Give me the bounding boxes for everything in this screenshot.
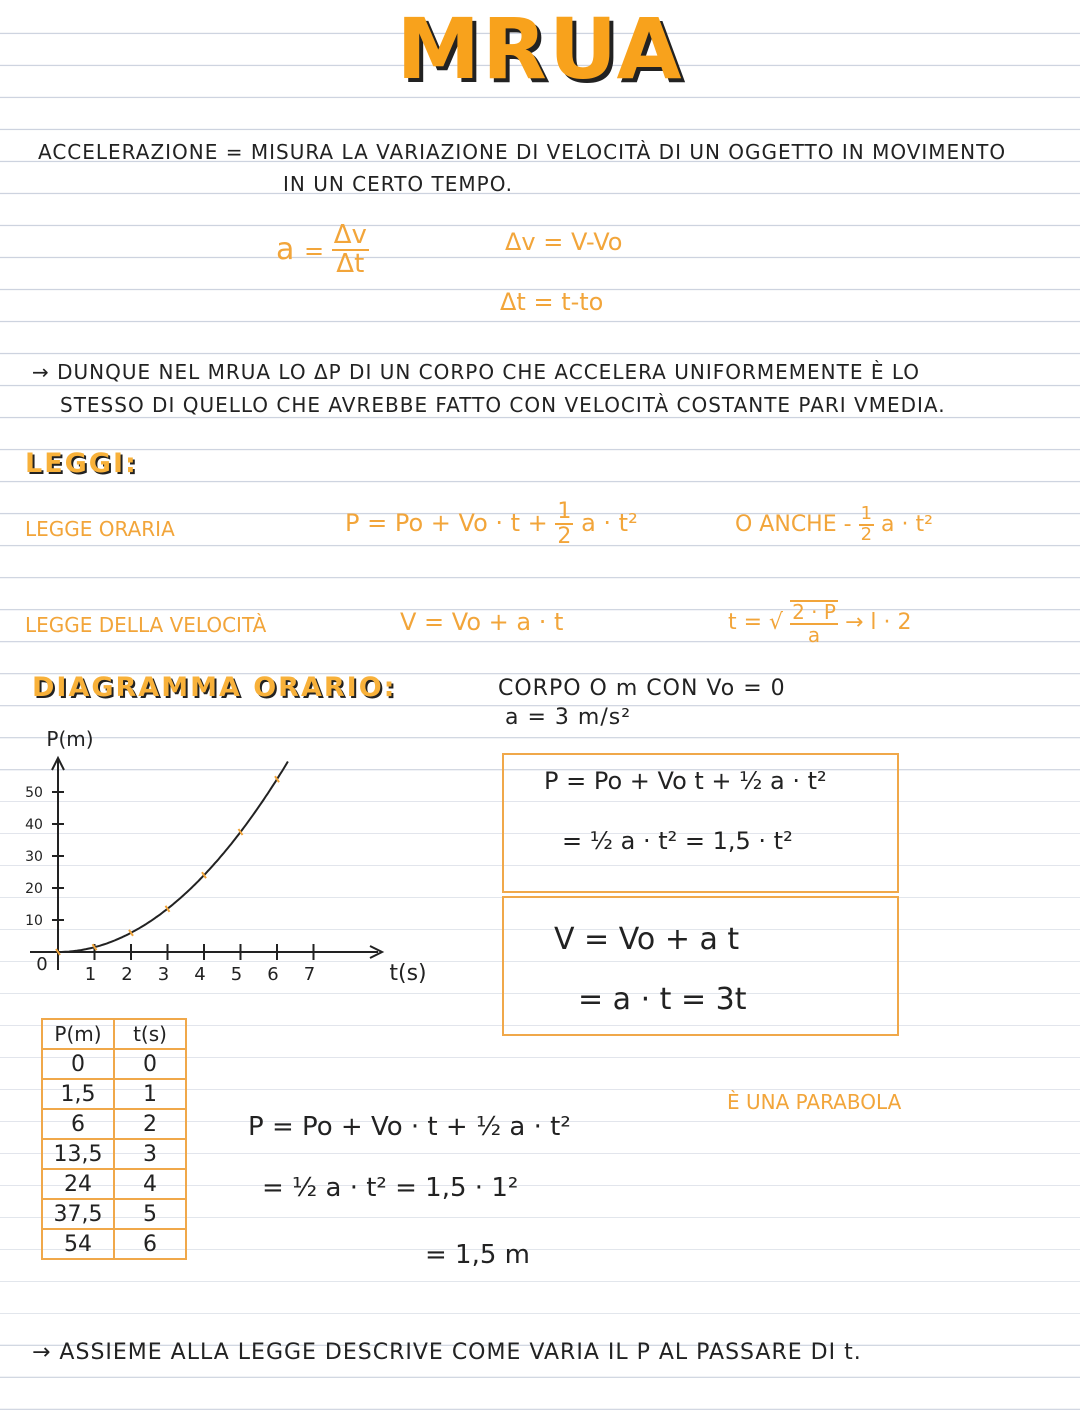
page-title: MRUA <box>396 0 684 98</box>
law-hourly-formula-part-a: P = Po + Vo · t + <box>345 509 548 538</box>
law-velocity-label: LEGGE DELLA VELOCITÀ <box>25 613 267 637</box>
y-tick-label: 50 <box>25 785 43 801</box>
calc-line-2: = ½ a · t² = 1,5 · 1² <box>262 1173 519 1203</box>
x-tick-label: 7 <box>303 964 316 985</box>
body-description-line-2: a = 3 m/s² <box>505 705 632 730</box>
table-header-position: P(m) <box>42 1019 114 1049</box>
table-cell-position: 13,5 <box>42 1139 114 1169</box>
table-row <box>42 1199 186 1229</box>
x-tick-label: 1 <box>84 964 97 985</box>
acceleration-denominator: Δt <box>336 249 365 280</box>
alt-prefix: O ANCHE - <box>735 511 852 537</box>
table-header-row <box>42 1019 186 1049</box>
y-tick-label: 10 <box>25 913 43 929</box>
diagram-heading: DIAGRAMMA ORARIO: <box>32 672 397 703</box>
table-cell-position: 1,5 <box>42 1079 114 1109</box>
table-row <box>42 1079 186 1109</box>
y-axis-label: P(m) <box>46 727 94 751</box>
time-formula <box>728 600 911 646</box>
table-row <box>42 1229 186 1259</box>
note-line-1: → DUNQUE NEL MRUA LO ΔP DI UN CORPO CHE ACCELERA UNIFORMEMENTE È LO <box>32 360 920 384</box>
table-cell-time: 1 <box>114 1079 186 1109</box>
x-tick-label: 3 <box>157 964 170 985</box>
time-fraction-den: a <box>807 623 821 647</box>
table-cell-position: 24 <box>42 1169 114 1199</box>
position-law-line-1: P = Po + Vo t + ½ a · t² <box>544 767 827 795</box>
y-tick-label: 40 <box>25 817 43 833</box>
time-formula-suffix: → l · 2 <box>844 610 912 635</box>
half-den: 2 <box>557 524 572 550</box>
definition-line-1: ACCELERAZIONE = MISURA LA VARIAZIONE DI VELOCITÀ DI UN OGGETTO IN MOVIMENTO <box>38 140 1007 164</box>
velocity-law-box <box>502 896 899 1036</box>
table-row <box>42 1049 186 1079</box>
table-cell-position: 54 <box>42 1229 114 1259</box>
delta-t-formula: Δt = t-to <box>500 288 604 316</box>
table-cell-time: 5 <box>114 1199 186 1229</box>
series-line <box>58 762 288 953</box>
law-hourly-formula <box>345 500 638 548</box>
y-tick-label: 30 <box>25 849 43 865</box>
law-hourly-formula-part-b: a · t² <box>581 509 638 538</box>
acceleration-symbol: a <box>276 231 295 267</box>
table-row <box>42 1169 186 1199</box>
velocity-law-line-2: = a · t = 3t <box>578 982 747 1017</box>
closing-note: → ASSIEME ALLA LEGGE DESCRIVE COME VARIA IL P AL PASSARE DI t. <box>32 1340 862 1365</box>
alt-half-num: 1 <box>860 503 873 524</box>
y-tick-label: 20 <box>25 881 43 897</box>
x-axis-label: t(s) <box>389 961 427 986</box>
values-table <box>41 1018 187 1260</box>
table-cell-time: 2 <box>114 1109 186 1139</box>
table-header-time: t(s) <box>114 1019 186 1049</box>
laws-heading: LEGGI: <box>25 448 138 479</box>
table-cell-position: 6 <box>42 1109 114 1139</box>
x-tick-label: 5 <box>230 964 243 985</box>
acceleration-numerator: Δv <box>333 220 367 250</box>
calc-line-1: P = Po + Vo · t + ½ a · t² <box>248 1112 571 1142</box>
law-hourly-label: LEGGE ORARIA <box>25 517 175 541</box>
time-fraction <box>790 600 838 646</box>
origin-label: 0 <box>36 954 48 975</box>
table-cell-position: 0 <box>42 1049 114 1079</box>
position-law-box <box>502 753 899 893</box>
table-cell-time: 4 <box>114 1169 186 1199</box>
x-tick-label: 2 <box>121 964 133 985</box>
acceleration-formula: a = $\frac{\Delta v}{\Delta t}$ <box>276 220 367 280</box>
table-cell-time: 6 <box>114 1229 186 1259</box>
delta-v-formula: Δv = V-Vo <box>505 228 623 256</box>
time-formula-prefix: t = √ <box>728 610 784 635</box>
table-cell-time: 3 <box>114 1139 186 1169</box>
x-tick-label: 4 <box>194 964 206 985</box>
table-row <box>42 1139 186 1169</box>
law-hourly-alt <box>735 505 933 545</box>
note-line-2: STESSO DI QUELLO CHE AVREBBE FATTO CON VELOCITÀ COSTANTE PARI VMEDIA. <box>60 393 946 417</box>
parabola-note: È UNA PARABOLA <box>727 1090 902 1114</box>
table-cell-position: 37,5 <box>42 1199 114 1229</box>
velocity-law-line-1: V = Vo + a t <box>554 922 740 957</box>
body-description-line-1: CORPO O m CON Vo = 0 <box>498 676 786 701</box>
position-law-line-2: = ½ a · t² = 1,5 · t² <box>562 827 793 855</box>
half-fraction <box>555 500 573 548</box>
half-num: 1 <box>557 499 572 524</box>
alt-half-fraction <box>859 505 874 545</box>
alt-half-den: 2 <box>860 523 873 545</box>
law-velocity-formula: V = Vo + a · t <box>400 608 564 636</box>
alt-suffix: a · t² <box>881 511 933 537</box>
acceleration-fraction <box>332 222 369 279</box>
table-cell-time: 0 <box>114 1049 186 1079</box>
calc-line-3: = 1,5 m <box>425 1240 530 1270</box>
table-row <box>42 1109 186 1139</box>
definition-line-2: IN UN CERTO TEMPO. <box>283 172 513 196</box>
x-tick-label: 6 <box>267 964 279 985</box>
time-fraction-num: 2 · P <box>792 600 836 624</box>
hourly-diagram-chart <box>0 720 460 1010</box>
